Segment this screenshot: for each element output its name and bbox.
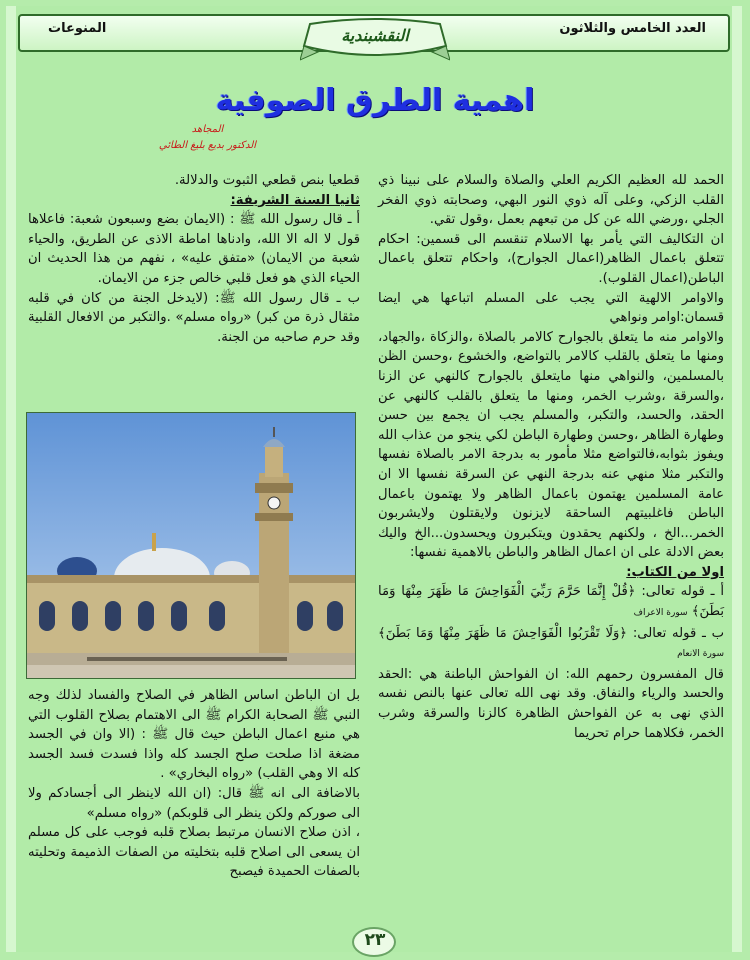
paragraph: ، اذن صلاح الانسان مرتبط بصلاح قلبه فوجب على كل مسلم ان يسعى الى اصلاح قلبه بتخليته من الصفات الذميمة وتحليته بالصفات الحميدة فيصبح [28,825,360,880]
page-number: ٢٣ [364,930,386,950]
verse-label: ب ـ قوله تعالى: [632,625,724,641]
left-column-bottom [28,686,360,882]
issue-label: العدد الخامس والثلاثون [559,21,706,36]
verse-b [378,624,724,665]
paragraph: والاوامر الالهية التي يجب على المسلم اتباعها هي ايضا قسمان:اوامر ونواهي [378,290,724,326]
verse-text: ﴿وَلَا تَقْرَبُوا الْفَوَاحِشَ مَا ظَهَرَ مِنْهَا وَمَا بَطَنَ﴾ [378,625,628,641]
paragraph: ان التكاليف التي يأمر بها الاسلام تنقسم الى قسمين: احكام تتعلق باعمال الظاهر(اعمال الجوارح)، واحكام تتعلق باعمال الباطن(اعمال القلوب). [378,231,724,286]
paragraph: الحمد لله العظيم الكريم العلي والصلاة والسلام على نبينا ذي القلب الزكي، وعلى آله ذوي النور البهي، وصحابته ذوي الفخر الجلي ،ورضي الله عن كل من تبعهم بعمل ،وقول تقي. [378,173,724,228]
article-title: اهمية الطرق الصوفية [215,83,535,118]
right-column [378,171,724,743]
author-honorific: المجاهد [191,124,224,135]
verse-reference: سورة الانعام [677,649,724,660]
section-heading: اولا من الكتاب: [626,564,724,580]
paragraph: بالاضافة الى انه ﷺ قال: (ان الله لاينظر الى أجسادكم ولا الى صوركم ولكن ينظر الى قلوبكم) «رواه مسلم» [28,785,360,821]
author-name: الدكتور بديع بليغ الطائي [158,140,257,151]
verse-a [378,582,724,623]
section-heading: ثانيا السنة الشريفة: [230,192,360,208]
paragraph: قطعيا بنص قطعي الثبوت والدلالة. [174,173,360,188]
verse-reference: سورة الاعراف [633,608,688,619]
paragraph: قال المفسرون رحمهم الله: ان الفواحش الباطنة هي :الحقد والحسد والرياء والنفاق. وقد نهى الله تعالى عنها بالنص نفسه الذي نهى به عن الفواحش الظاهرة كالزنا والسرقة وشرب الخمر، فكلاهما حرام تحريما [378,666,724,741]
banner-label: النقشبندية [341,26,409,45]
author-byline [150,122,265,154]
mosque-illustration [27,413,356,679]
verse-label: أ ـ قوله تعالى: [641,584,724,600]
paragraph: بل ان الباطن اساس الظاهر في الصلاح والفساد لذلك وجه النبي ﷺ الصحابة الكرام ﷺ الى الاهتمام بصلاح القلوب التي هي منبع اعمال الباطن حيث قال ﷺ : (الا وان في الجسد مضغة اذا صلحت صلح الجسد كله واذا فسدت فسد الجسد كله الا وهي القلب) «رواه البخاري» . [28,688,360,782]
section-label: المنوعات [48,21,107,36]
hadith-b: ب ـ قال رسول الله ﷺ: (لايدخل الجنة من كان في قلبه مثقال ذرة من كبر) «رواه مسلم» .والتكبر من الافعال القلبية وقد حرم صاحبه من الجنة. [28,290,360,345]
verse-text: ﴿قُلْ إِنَّمَا حَرَّمَ رَبِّيَ الْفَوَاحِشَ مَا ظَهَرَ مِنْهَا وَمَا بَطَنَ﴾ [378,584,724,620]
hadith-a: أ ـ قال رسول الله ﷺ : (الايمان بضع وسبعون شعبة: فاعلاها قول لا اله الا الله، وادناها اماطة الاذى عن الطريق، والحياء شعبة من الايمان) «متفق عليه» ، نفهم من هذا الحديث ان الحياء الذي هو فعل قلبي خالص جزء من الايمان. [28,212,360,286]
left-column-top [28,171,360,347]
mosque-photo [26,412,356,679]
paragraph: والاوامر منه ما يتعلق بالجوارح كالامر بالصلاة ،والزكاة ،والجهاد، ومنها ما يتعلق بالقلب كالامر بالتواضع، والخشوع ،وحسن الظن بالمسلمين، والنواهي منها مايتعلق بالجوارح كالنهي عن الزنا ،والسرقة ،وشرب الخمر، ومنها ما يتعلق بالقلب كالنهي عن الحقد، والحسد، والتكبر، والمسلم يجب ان يجمع بين حسن وطهارة الظاهر ،وحسن وطهارة الباطن لكي ينجو من عذاب الله ويفوز بثوابه،فالتواضع مثلا مأمور به بدرجة الامر بالصلاة نفسها والتكبر مثلا منهي عنه بدرجة النهي عن السرقة نفسها الا ان عامة المسلمين يهتمون باعمال الظاهر ولا يهتمون باعمال الباطن فاغلبيتهم الساحقة لايزنون ولايقتلون ولايشربون الخمر...الخ ، ولكنهم يحقدون ويتكبرون ويحسدون...الخ واليك بعض الادلة على ان اعمال الظاهر والباطن بالاهمية نفسها: [378,329,724,561]
